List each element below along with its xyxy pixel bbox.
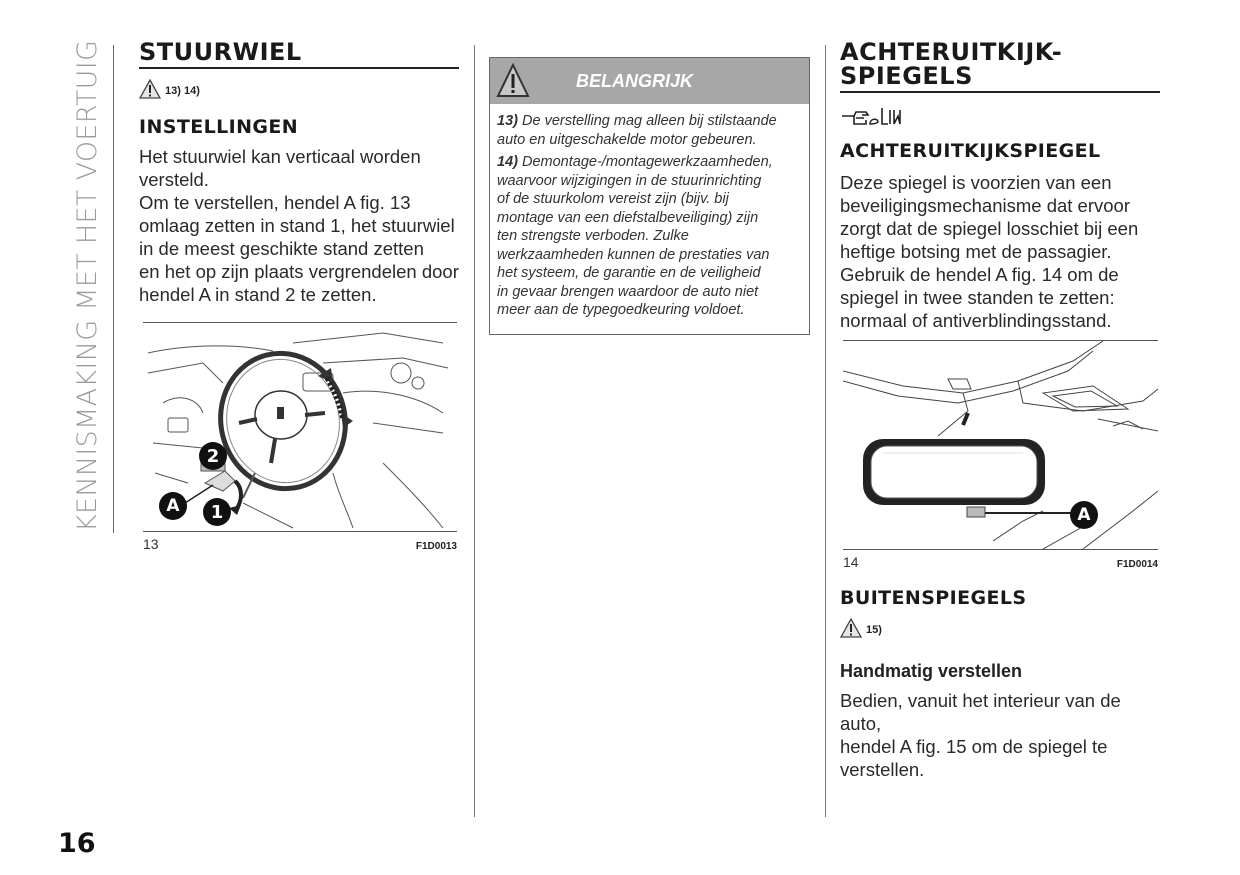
note-14 [497, 153, 801, 320]
note-line: meer aan de typegoedkeuring voldoet. [497, 302, 745, 318]
warning-refs-text: 15) [866, 623, 882, 636]
warning-refs-text: 13) 14) [165, 84, 200, 97]
column-divider-1 [474, 45, 475, 817]
note-13 [497, 112, 801, 149]
column-steering-wheel [139, 40, 459, 306]
body-line: heftige botsing met de passagier. [840, 241, 1112, 262]
section-title-steering-wheel: STUURWIEL [139, 40, 459, 69]
warning-reference [840, 618, 1160, 641]
body-line: Om te verstellen, hendel A fig. 13 [139, 192, 411, 213]
side-chapter-title: KENNISMAKING MET HET VOERTUIG [72, 39, 103, 532]
figure-caption [843, 554, 1158, 570]
important-body [490, 104, 809, 334]
body-line: verstellen. [840, 759, 925, 780]
body-line: hendel A in stand 2 te zetten. [139, 284, 377, 305]
figure-bottom-rule [843, 549, 1158, 550]
note-ref: 13) [497, 113, 518, 129]
note-line: De verstelling mag alleen bij stilstaande [522, 113, 777, 129]
note-line: het systeem, de garantie en de veiligheid [497, 265, 761, 281]
page-number: 16 [58, 828, 96, 859]
body-line: hendel A fig. 15 om de spiegel te [840, 736, 1108, 757]
body-line: Het stuurwiel kan verticaal worden [139, 146, 421, 167]
section-title-line: ACHTERUITKIJK- [840, 38, 1063, 66]
figure-caption [143, 536, 457, 552]
side-divider [113, 45, 114, 533]
body-line: in de meest geschikte stand zetten [139, 238, 424, 259]
subheading-outside-mirrors: BUITENSPIEGELS [840, 587, 1027, 609]
body-line: beveiligingsmechanisme dat ervoor [840, 195, 1130, 216]
body-line: Deze spiegel is voorzien van een [840, 172, 1112, 193]
body-line: omlaag zetten in stand 1, het stuurwiel [139, 215, 455, 236]
steering-wheel-drawing [143, 323, 457, 531]
figure-bottom-rule [143, 531, 457, 532]
important-title: BELANGRIJK [575, 70, 693, 91]
body-line: en het op zijn plaats vergrendelen door [139, 261, 459, 282]
body-line: Gebruik de hendel A fig. 14 om de [840, 264, 1119, 285]
note-ref: 14) [497, 154, 518, 170]
warning-triangle-icon [496, 63, 530, 104]
body-text-mirror [840, 171, 1160, 332]
figure-13 [143, 322, 457, 552]
body-text-outside [840, 689, 1160, 781]
figure-code: F1D0014 [1116, 559, 1158, 570]
body-line: spiegel in twee standen te zetten: [840, 287, 1115, 308]
warning-triangle-icon [840, 618, 862, 641]
note-line: auto en uitgeschakelde motor gebeuren. [497, 131, 757, 148]
body-line: versteld. [139, 169, 209, 190]
note-line: waarvoor wijzigingen in de stuurinrichting [497, 172, 762, 189]
warning-triangle-icon [139, 79, 161, 102]
body-text-steering [139, 145, 459, 306]
callout-a: A [159, 492, 187, 520]
section-title-line: SPIEGELS [840, 62, 973, 90]
note-line: montage van een diefstalbeveiliging) zijn [497, 209, 759, 226]
column-mirrors [840, 40, 1160, 332]
column-outside-mirrors [840, 587, 1160, 781]
subheading-settings: INSTELLINGEN [139, 116, 299, 138]
note-line: of de stuurkolom vereist zijn (bijv. bij [497, 191, 729, 207]
body-line: zorgt dat de spiegel losschiet bij een [840, 218, 1139, 239]
body-line: normaal of antiverblindingsstand. [840, 310, 1112, 331]
figure-number: 14 [843, 554, 859, 570]
figure-code: F1D0013 [415, 541, 457, 552]
note-line: ten strengste verboden. Zulke [497, 228, 689, 244]
figure-14 [843, 340, 1158, 570]
note-line: werkzaamheden kunnen de prestaties van [497, 246, 770, 263]
section-title-mirrors [840, 40, 1160, 93]
warning-reference [139, 79, 459, 102]
note-line: in gevaar brengen waardoor de auto niet [497, 283, 759, 300]
body-line: Bedien, vanuit het interieur van de auto, [840, 690, 1121, 734]
note-line: Demontage-/montagewerkzaamheden, [522, 154, 773, 170]
hand-pointer-icon [840, 104, 1160, 133]
important-header [490, 58, 809, 104]
callout-a: A [1070, 501, 1098, 529]
figure-number: 13 [143, 536, 159, 552]
callout-1: 1 [203, 498, 231, 526]
subsub-manual-adjust: Handmatig verstellen [840, 661, 1023, 681]
column-divider-2 [825, 45, 826, 817]
rearview-mirror-drawing [843, 341, 1158, 549]
important-box [489, 57, 810, 335]
subheading-rearview-mirror: ACHTERUITKIJKSPIEGEL [840, 140, 1101, 162]
callout-2: 2 [199, 442, 227, 470]
